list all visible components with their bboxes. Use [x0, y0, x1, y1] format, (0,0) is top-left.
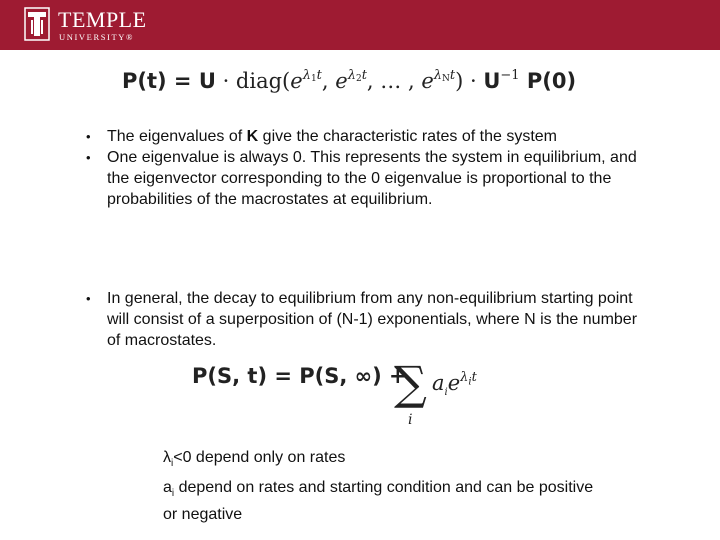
logo-subtitle: UNIVERSITY® [59, 32, 135, 42]
bullet-item: • The eigenvalues of K give the characteristic rates of the system [84, 126, 644, 147]
bullet-list-eigenvalues [84, 126, 644, 210]
bullet-item: • In general, the decay to equilibrium from any non-equilibrium starting point will consist of a superposition of (N-1) exponentials, where N is the number of macrostates. [84, 288, 644, 351]
header-bar [0, 0, 720, 50]
temple-t-icon [24, 7, 50, 41]
note-lambda: $\lambda_i<0$ depend only on rates [163, 449, 346, 470]
bullet-item: • One eigenvalue is always 0. This represents the system in equilibrium, and the eigenvector corresponding to the 0 eigenvalue is proportional to the probabilities of the macrostates at equilibrium. [84, 147, 644, 210]
note-coefficients: $a_i$ depend on rates and starting condition and can be positive or negative [163, 479, 594, 524]
logo-wordmark: TEMPLE [58, 7, 147, 32]
equation-matrix-exponential: $P(t) = U \cdot diag(e^{\lambda_1t}$, $e^{\lambda_2t}$, … , $e^{\lambda_Nt}) \cdot U^{-1}$ P(0) [122, 68, 577, 93]
bullet-list-decay [84, 288, 644, 351]
equation-decay-sum: P(S, t) = P(S, ∞) + ∑ i $a_ie^{\lambda_it}$ [192, 356, 477, 428]
summation-symbol: ∑ [394, 356, 427, 410]
temple-logo [24, 7, 164, 45]
